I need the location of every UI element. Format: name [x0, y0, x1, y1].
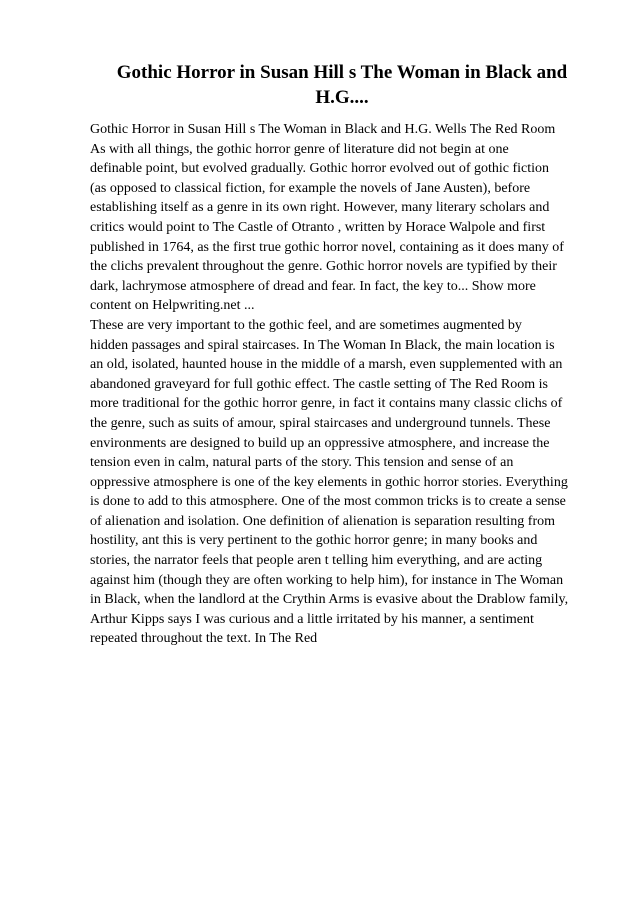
body-line: definable point, but evolved gradually. Gothic horror evolved out of gothic fiction [90, 161, 550, 177]
body-line: As with all things, the gothic horror genre of literature did not begin at one [90, 141, 509, 157]
body-line: oppressive atmosphere is one of the key elements in gothic horror stories. Everything [90, 474, 568, 490]
body-line: hostility, ant this is very pertinent to the gothic horror genre; in many books and [90, 533, 538, 549]
body-line: tension even in calm, natural parts of the story. This tension and sense of an [90, 455, 514, 471]
body-line: These are very important to the gothic feel, and are sometimes augmented by [90, 317, 522, 333]
body-line: dark, lachrymose atmosphere of dread and fear. In fact, the key to... Show more [90, 278, 536, 294]
body-line: hidden passages and spiral staircases. In The Woman In Black, the main location is [90, 337, 555, 353]
body-line: in Black, when the landlord at the Crythin Arms is evasive about the Drablow family, [90, 592, 569, 608]
document-title [90, 60, 594, 110]
body-line: Arthur Kipps says I was curious and a little irritated by his manner, a sentiment [90, 611, 534, 627]
body-line: abandoned graveyard for full gothic effect. The castle setting of The Red Room is [90, 376, 548, 392]
body-line: critics would point to The Castle of Otranto , written by Horace Walpole and first [90, 219, 546, 235]
body-line: environments are designed to build up an oppressive atmosphere, and increase the [90, 435, 550, 451]
body-line: the genre, such as suits of amour, spiral staircases and underground tunnels. These [90, 415, 551, 431]
body-line: stories, the narrator feels that people aren t telling him everything, and are acting [90, 553, 543, 569]
body-line: of alienation and isolation. One definition of alienation is separation resulting from [90, 513, 555, 529]
body-line: repeated throughout the text. In The Red [90, 631, 318, 647]
body-line: more traditional for the gothic horror genre, in fact it contains many classic clichs of [90, 396, 563, 412]
body-line: an old, isolated, haunted house in the middle of a marsh, even supplemented with an [90, 357, 563, 373]
body-line: against him (though they are often working to help him), for instance in The Woman [90, 572, 564, 588]
title-line: Gothic Horror in Susan Hill s The Woman in Black and [116, 62, 568, 83]
body-line: is done to add to this atmosphere. One of the most common tricks is to create a sense [90, 494, 566, 510]
document-body [90, 120, 610, 649]
body-line: Gothic Horror in Susan Hill s The Woman in Black and H.G. Wells The Red Room [90, 122, 556, 137]
body-line: published in 1764, as the first true gothic horror novel, containing as it does many of [90, 239, 564, 255]
body-line: (as opposed to classical fiction, for example the novels of Jane Austen), before [90, 180, 531, 196]
body-line: establishing itself as a genre in its own right. However, many literary scholars and [90, 200, 550, 216]
body-line: content on Helpwriting.net ... [90, 298, 255, 314]
title-line: H.G.... [315, 87, 369, 108]
body-line: the clichs prevalent throughout the genre. Gothic horror novels are typified by their [90, 259, 557, 275]
